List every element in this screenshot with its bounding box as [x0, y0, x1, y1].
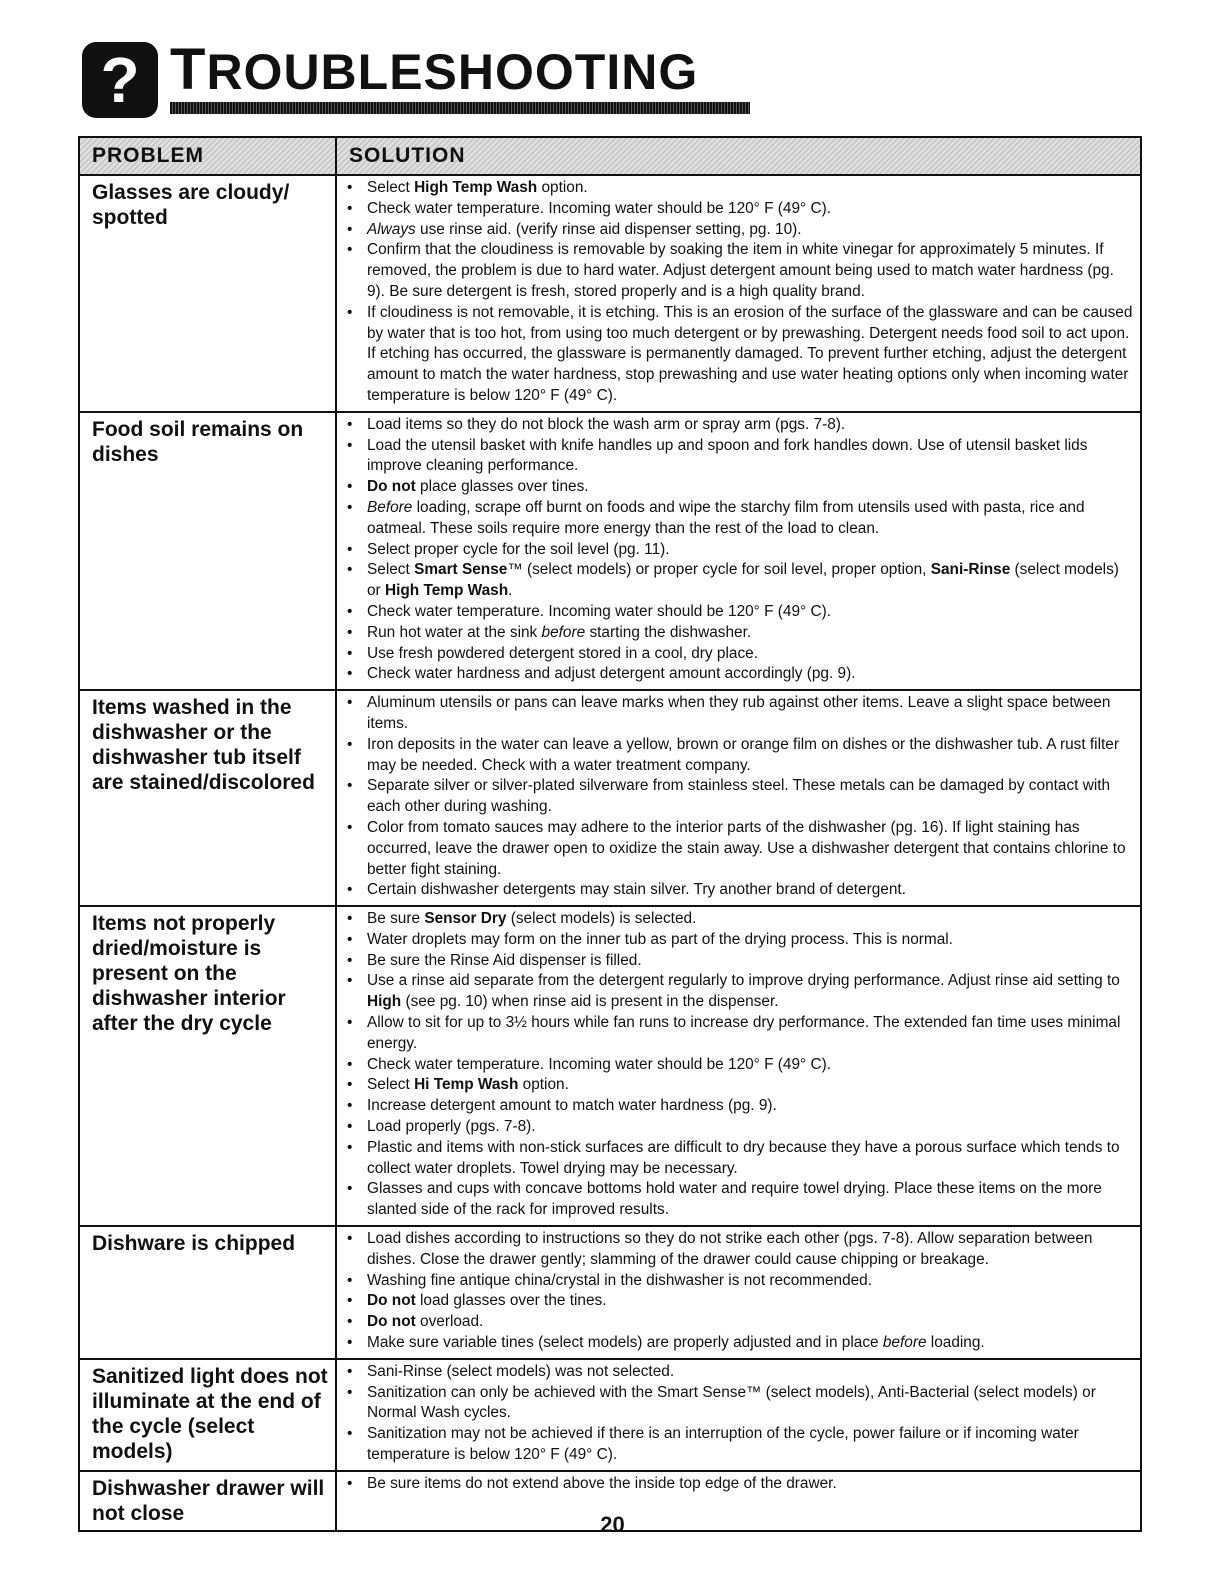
solution-item: • Select proper cycle for the soil level (pg. 11).: [345, 540, 1134, 561]
table-header-row: [79, 137, 1141, 175]
problem-cell: Items not properly dried/moisture is present on the dishwasher interior after the dry cycle: [79, 906, 336, 1226]
solution-cell: [336, 690, 1141, 906]
solution-item: • Load the utensil basket with knife handles up and spoon and fork handles down. Use of utensil basket lids improve cleaning performance.: [345, 436, 1134, 478]
solution-list: [345, 178, 1134, 407]
solution-list: [345, 1474, 1134, 1495]
problem-cell: Dishwasher drawer will not close: [79, 1471, 336, 1531]
solution-item: • Check water temperature. Incoming water should be 120° F (49° C).: [345, 1055, 1134, 1076]
solution-cell: [336, 412, 1141, 690]
solution-list: [345, 1362, 1134, 1466]
table-row: [79, 906, 1141, 1226]
solution-item: • Do not place glasses over tines.: [345, 477, 1134, 498]
page-header: [80, 30, 699, 116]
solution-item: • Use a rinse aid separate from the detergent regularly to improve drying performance. Adjust rinse aid setting to High (see pg. 10) when rinse aid is present in the dispenser.: [345, 971, 1134, 1013]
problem-cell: Food soil remains on dishes: [79, 412, 336, 690]
solution-list: [345, 693, 1134, 901]
table-row: [79, 1226, 1141, 1359]
solution-item: • Select Hi Temp Wash option.: [345, 1075, 1134, 1096]
solution-list: [345, 1229, 1134, 1354]
solution-item: • Load properly (pgs. 7-8).: [345, 1117, 1134, 1138]
problem-cell: Sanitized light does not illuminate at the end of the cycle (select models): [79, 1359, 336, 1471]
solution-item: • Aluminum utensils or pans can leave marks when they rub against other items. Leave a slight space between items.: [345, 693, 1134, 735]
solution-cell: [336, 906, 1141, 1226]
solution-item: • Separate silver or silver-plated silverware from stainless steel. These metals can be damaged by contact with each other during washing.: [345, 776, 1134, 818]
solution-list: [345, 909, 1134, 1221]
svg-text:?: ?: [100, 44, 140, 116]
table-row: [79, 412, 1141, 690]
solution-item: • Use fresh powdered detergent stored in a cool, dry place.: [345, 644, 1134, 665]
problem-cell: Glasses are cloudy/ spotted: [79, 175, 336, 412]
table-row: [79, 690, 1141, 906]
solution-item: • Certain dishwasher detergents may stain silver. Try another brand of detergent.: [345, 880, 1134, 901]
solution-cell: [336, 1359, 1141, 1471]
solution-item: • Do not overload.: [345, 1312, 1134, 1333]
title-underline: [170, 102, 750, 114]
solution-item: • Sanitization may not be achieved if there is an interruption of the cycle, power failure or if incoming water temperature is below 120° F (49° C).: [345, 1424, 1134, 1466]
solution-item: • Plastic and items with non-stick surfaces are difficult to dry because they have a porous surface which tends to collect water droplets. Towel drying may be necessary.: [345, 1138, 1134, 1180]
solution-item: • Iron deposits in the water can leave a yellow, brown or orange film on dishes or the dishwasher tub. A rust filter may be needed. Check with a water treatment company.: [345, 735, 1134, 777]
solution-item: • Load items so they do not block the wash arm or spray arm (pgs. 7-8).: [345, 415, 1134, 436]
page-title: TROUBLESHOOTING: [170, 37, 699, 102]
troubleshooting-table: [78, 136, 1142, 1532]
table-row: [79, 175, 1141, 412]
solution-item: • Load dishes according to instructions so they do not strike each other (pgs. 7-8). Allow separation between dishes. Close the drawer gently; slamming of the drawer could cause chipping or breakage.: [345, 1229, 1134, 1271]
problem-cell: Dishware is chipped: [79, 1226, 336, 1359]
solution-item: • Check water temperature. Incoming water should be 120° F (49° C).: [345, 602, 1134, 623]
solution-item: • Allow to sit for up to 3½ hours while fan runs to increase dry performance. The extended fan time uses minimal energy.: [345, 1013, 1134, 1055]
solution-item: • Be sure items do not extend above the inside top edge of the drawer.: [345, 1474, 1134, 1495]
solution-item: • Be sure the Rinse Aid dispenser is filled.: [345, 951, 1134, 972]
solution-cell: [336, 175, 1141, 412]
solution-item: • Always use rinse aid. (verify rinse aid dispenser setting, pg. 10).: [345, 220, 1134, 241]
solution-item: • Do not load glasses over the tines.: [345, 1291, 1134, 1312]
solution-item: • Make sure variable tines (select models) are properly adjusted and in place before loading.: [345, 1333, 1134, 1354]
solution-item: • Run hot water at the sink before starting the dishwasher.: [345, 623, 1134, 644]
solution-item: • Select Smart Sense™ (select models) or proper cycle for soil level, proper option, Sani-Rinse (select models) or High Temp Wash.: [345, 560, 1134, 602]
solution-item: • Check water hardness and adjust detergent amount accordingly (pg. 9).: [345, 664, 1134, 685]
problem-column-header: PROBLEM: [79, 137, 336, 175]
solution-column-header: SOLUTION: [336, 137, 1141, 175]
question-mark-icon: [80, 40, 160, 120]
solution-item: • Be sure Sensor Dry (select models) is selected.: [345, 909, 1134, 930]
solution-item: • Increase detergent amount to match water hardness (pg. 9).: [345, 1096, 1134, 1117]
solution-item: • Glasses and cups with concave bottoms hold water and require towel drying. Place these items on the more slanted side of the rack for improved results.: [345, 1179, 1134, 1221]
solution-item: • Check water temperature. Incoming water should be 120° F (49° C).: [345, 199, 1134, 220]
solution-item: • Select High Temp Wash option.: [345, 178, 1134, 199]
solution-item: • Water droplets may form on the inner tub as part of the drying process. This is normal.: [345, 930, 1134, 951]
solution-item: • Confirm that the cloudiness is removable by soaking the item in white vinegar for approximately 5 minutes. If removed, the problem is due to hard water. Adjust detergent amount being used to match water hardness (pg. 9). Be sure detergent is fresh, stored properly and is a high quality brand.: [345, 240, 1134, 302]
page-number: 20: [600, 1512, 625, 1537]
table-row: [79, 1359, 1141, 1471]
solution-item: • Sani-Rinse (select models) was not selected.: [345, 1362, 1134, 1383]
solution-item: • If cloudiness is not removable, it is etching. This is an erosion of the surface of the glassware and can be caused by water that is too hot, from using too much detergent or by prewashing. Detergent needs food soil to act upon. If etching has occurred, the glassware is permanently damaged. To prevent further etching, adjust the detergent amount to match the water hardness, stop prewashing and use water heating options only when incoming water temperature is below 120° F (49° C).: [345, 303, 1134, 407]
solution-item: • Before loading, scrape off burnt on foods and wipe the starchy film from utensils used with pasta, rice and oatmeal. These soils require more energy than the rest of the load to clean.: [345, 498, 1134, 540]
solution-item: • Color from tomato sauces may adhere to the interior parts of the dishwasher (pg. 16). If light staining has occurred, leave the drawer open to oxidize the stain away. Use a dishwasher detergent that contains chlorine to better fight staining.: [345, 818, 1134, 880]
solution-list: [345, 415, 1134, 685]
solution-cell: [336, 1226, 1141, 1359]
solution-item: • Washing fine antique china/crystal in the dishwasher is not recommended.: [345, 1271, 1134, 1292]
problem-cell: Items washed in the dishwasher or the dishwasher tub itself are stained/discolored: [79, 690, 336, 906]
solution-item: • Sanitization can only be achieved with the Smart Sense™ (select models), Anti-Bacterial (select models) or Normal Wash cycles.: [345, 1383, 1134, 1425]
